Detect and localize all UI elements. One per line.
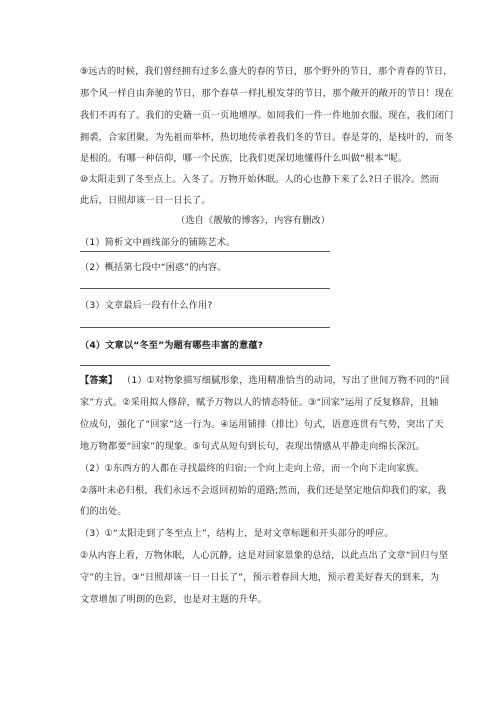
answer-line: 文章增加了明朗的色彩，也是对主题的升华。 <box>80 594 267 605</box>
answer-rule <box>80 365 330 366</box>
question-4: （4）文章以“冬至”为题有哪些丰富的意蕴? <box>80 340 264 351</box>
answer-rule <box>80 288 330 289</box>
passage-line: 我们不再有了。我们的史籍一页一页地增厚。如同我们一件一件地加衣服。现在，我们闭门 <box>80 110 454 121</box>
passage-line: ⑩太阳走到了冬至点上。入冬了。万物开始休眠。人的心也静下来了么?日子很冷。然而 <box>80 174 439 185</box>
passage-line: 那个风一样自由奔驰的节日，那个春草一样扎根发芽的节日，那个敞开的敞开的节日！现在 <box>80 88 454 99</box>
passage-line: 此后，日照却该一日一日长了。 <box>80 195 211 206</box>
answer-line: （2）①东西方的人都在寻找最终的归宿;一个向上走向上帝，而一个向下走向家族。 <box>80 463 425 474</box>
answer-rule <box>80 327 330 328</box>
answer-rule <box>80 251 330 252</box>
passage-line: ⑨远古的时候，我们曾经拥有过多么盛大的春的节日，那个野外的节日，那个青春的节日， <box>80 66 453 77</box>
answer-line: 家”方式。②采用拟人修辞，赋予万物以人的情态特征。③“回家”运用了反复修辞，且轴 <box>80 397 439 408</box>
question-2: （2）概括第七段中“困惑”的内容。 <box>80 262 227 273</box>
answer-line: 守”的主旨。③“日照却该一日一日长了”，预示着春回大地，预示着美好春天的到来，为 <box>80 572 440 583</box>
answer-line: ②从内容上看，万物休眠，人心沉静，这是对回家景象的总结，以此点出了文章“回归与坚 <box>80 550 449 561</box>
answer-tag: 【答案】 <box>80 375 118 386</box>
answer-line: （3）①“太阳走到了冬至点上”，结构上，是对文章标题和开头部分的呼应。 <box>80 528 394 539</box>
answer-line: 位成句，强化了“回家”这一行为。④运用铺排（排比）句式，语意连贯有气势，突出了天 <box>80 419 444 430</box>
question-1: （1）简析文中画线部分的铺陈艺术。 <box>80 237 236 248</box>
answer-line: 们的出处。 <box>80 506 127 517</box>
passage-line: 拥裘，合家团聚，为先祖而举杯，热切地传承着我们冬的节日。春是芽的，是枝叶的，而冬 <box>80 132 454 143</box>
passage-line: 是根的。有哪一种信仰，哪一个民族，比我们更深切地懂得什么叫做“根本”呢。 <box>80 153 408 164</box>
answer-line: ②落叶未必归根，我们永远不会返回初始的道路;然而，我们还是坚定地信仰我们的家，我 <box>80 485 447 496</box>
answer-line: 地万物都要“回家”的现象。⑤句式从短句到长句，表现出情感从平静走向绵长深沉。 <box>80 441 426 452</box>
source-citation: （选自《靓敏的博客》，内容有删改） <box>176 215 331 226</box>
answer-line: （1）①对物象描写细腻形象，选用精准恰当的动词，写出了世间万物不同的“回 <box>122 375 450 386</box>
question-3: （3）文章最后一段有什么作用? <box>80 300 213 311</box>
